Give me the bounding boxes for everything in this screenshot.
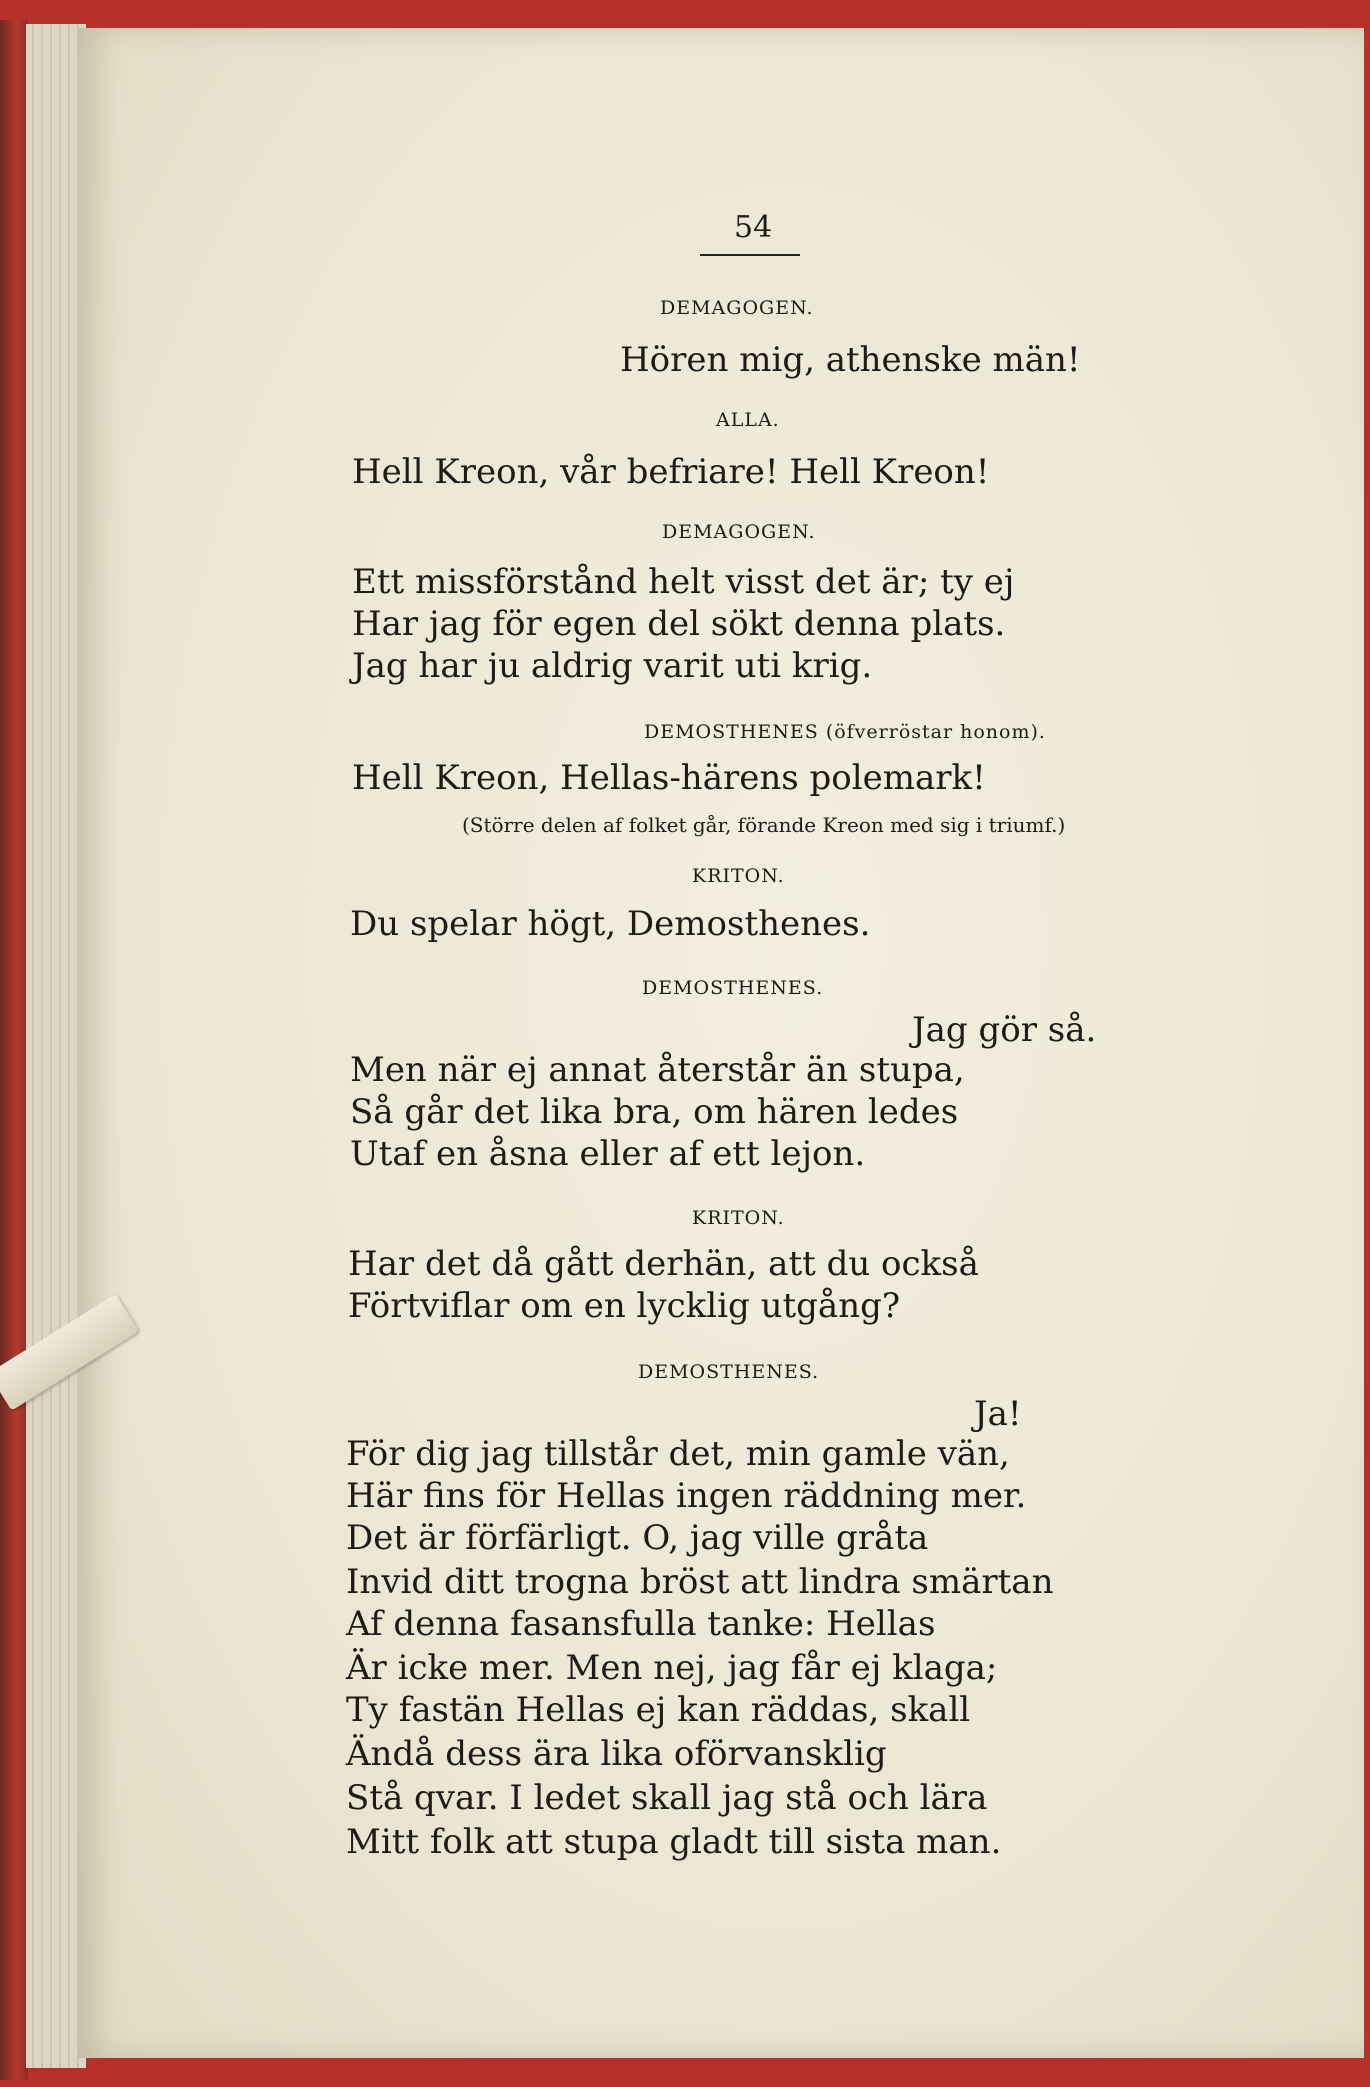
verse-line: Hell Kreon, vår befriare! Hell Kreon! [352,452,990,492]
verse-line: Ty fastän Hellas ej kan räddas, skall [346,1690,971,1730]
stage-direction: (Större delen af folket går, förande Kreon med sig i triumf.) [462,813,1066,837]
verse-line: Hören mig, athenske män! [620,340,1081,380]
speaker-label: ALLA. [716,409,780,431]
verse-line: Hell Kreon, Hellas-härens polemark! [352,758,986,798]
verse-line: Här fins för Hellas ingen räddning mer. [346,1476,1027,1516]
page-number-rule [700,254,800,256]
verse-line: Har det då gått derhän, att du också [348,1244,979,1284]
verse-line: Jag har ju aldrig varit uti krig. [352,646,873,686]
page-number: 54 [734,210,773,245]
verse-line: För dig jag tillstår det, min gamle vän, [346,1434,1010,1474]
speaker-label: DEMAGOGEN. [660,297,814,319]
verse-line: Förtviflar om en lycklig utgång? [348,1286,901,1326]
speaker-label: DEMOSTHENES (öfverröstar honom). [644,721,1046,743]
verse-line: Invid ditt trogna bröst att lindra smärtan [346,1562,1054,1602]
verse-line: Har jag för egen del sökt denna plats. [352,604,1006,644]
verse-line: Ja! [974,1394,1022,1434]
verse-line: Af denna fasansfulla tanke: Hellas [346,1604,936,1644]
verse-line: Stå qvar. I ledet skall jag stå och lära [346,1778,988,1818]
verse-line: Så går det lika bra, om hären ledes [350,1092,959,1132]
verse-line: Är icke mer. Men nej, jag får ej klaga; [346,1648,998,1688]
verse-line: Du spelar högt, Demosthenes. [350,904,871,944]
verse-line: Det är förfärligt. O, jag ville gråta [346,1518,929,1558]
verse-line: Mitt folk att stupa gladt till sista man. [346,1822,1002,1862]
verse-line: Men när ej annat återstår än stupa, [350,1050,965,1090]
speaker-label: KRITON. [692,1207,785,1229]
verse-line: Jag gör så. [912,1010,1097,1050]
verse-line: Utaf en åsna eller af ett lejon. [350,1134,866,1174]
speaker-label: DEMAGOGEN. [662,521,816,543]
verse-line: Ett missförstånd helt visst det är; ty ej [352,562,1015,602]
speaker-label: KRITON. [692,865,785,887]
speaker-label: DEMOSTHENES. [638,1361,820,1383]
verse-line: Ändå dess ära lika oförvansklig [346,1734,887,1774]
speaker-label: DEMOSTHENES. [642,977,824,999]
